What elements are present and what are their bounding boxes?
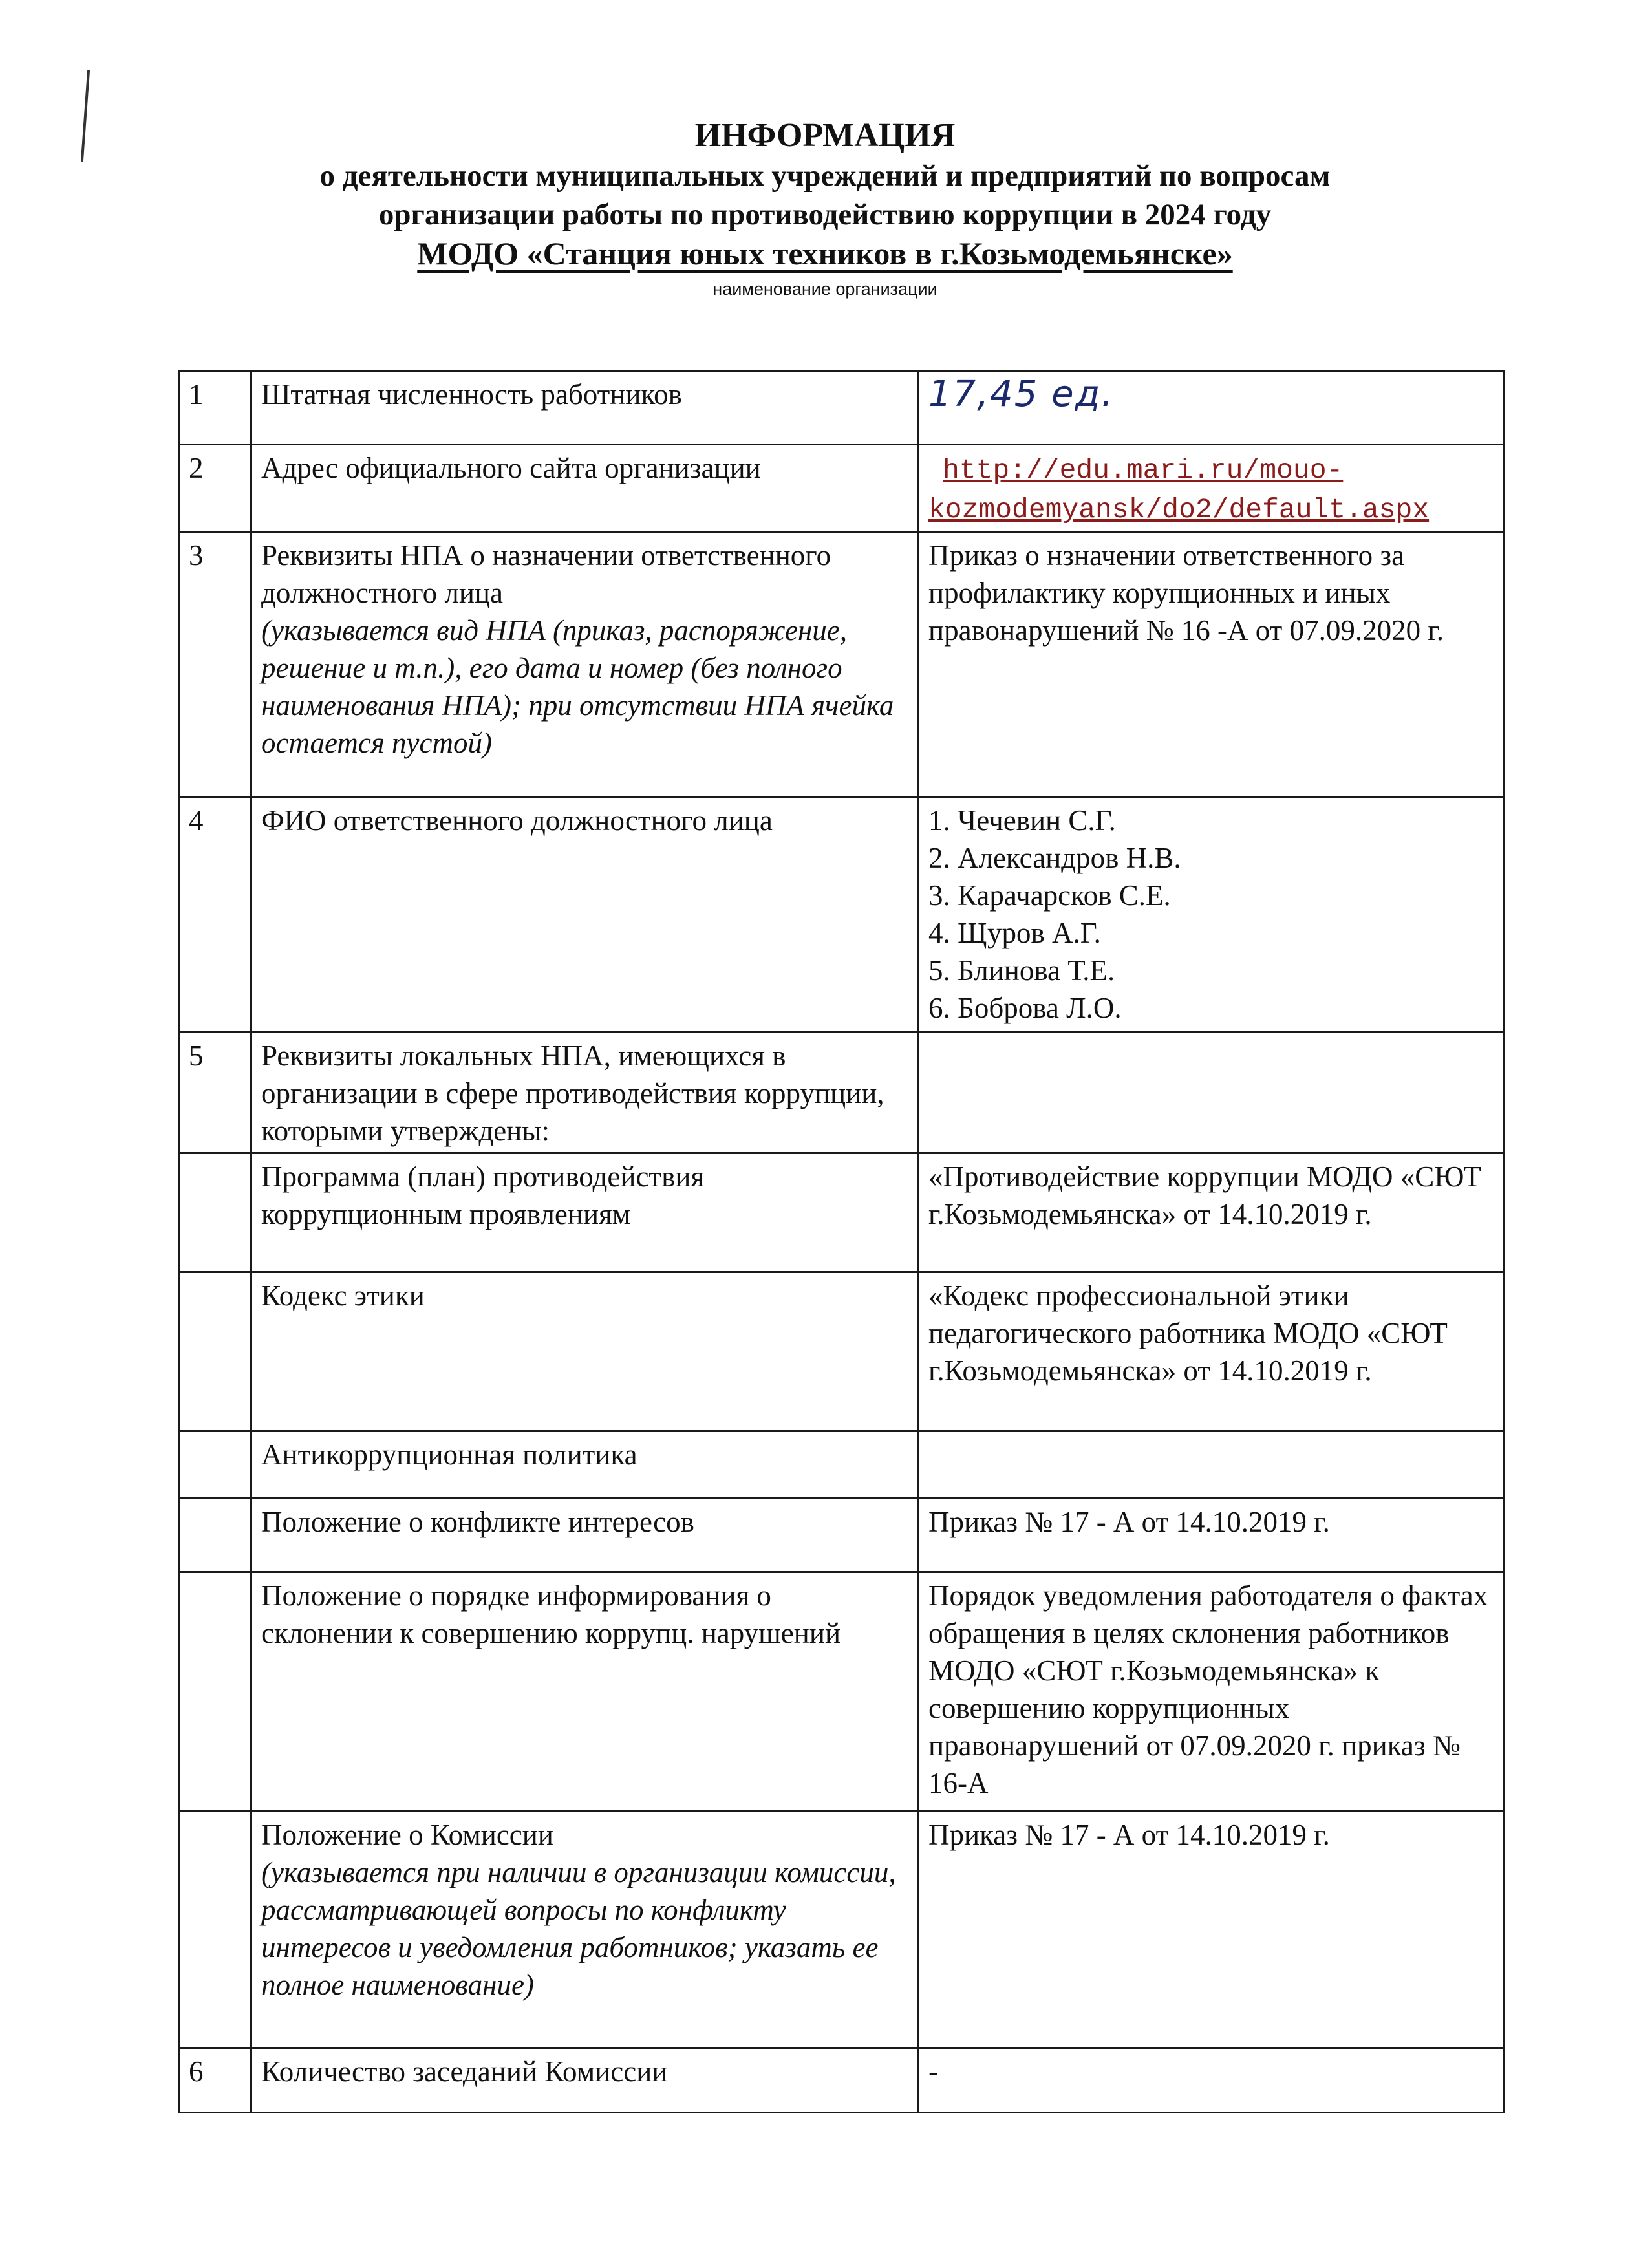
list-item: 6. Боброва Л.О. — [928, 992, 1122, 1024]
row-label: Реквизиты локальных НПА, имеющихся в организации в сфере противодействия коррупции, которыми утверждены: — [252, 1032, 919, 1153]
row-label: Положение о порядке информирования о склонении к совершению коррупц. нарушений — [252, 1572, 919, 1812]
row-label: Адрес официального сайта организации — [252, 445, 919, 532]
list-item: 2. Александров Н.В. — [928, 842, 1181, 874]
row-value: Приказ № 17 - А от 14.10.2019 г. — [919, 1812, 1505, 2048]
row-number-empty — [179, 1572, 252, 1812]
table-row — [179, 2048, 1505, 2113]
row-label: Программа (план) противодействия коррупционным проявлениям — [252, 1153, 919, 1272]
table-row — [179, 1812, 1505, 2048]
table-row — [179, 1499, 1505, 1572]
row-number-empty — [179, 1499, 252, 1572]
row-value: Приказ № 17 - А от 14.10.2019 г. — [919, 1499, 1505, 1572]
organization-caption: наименование организации — [712, 279, 938, 299]
row-label-note: (указывается при наличии в организации комиссии, рассматривающей вопросы по конфликту интересов и уведомления работников; указать ее полное наименование) — [261, 1856, 896, 2001]
document-subtitle-line1: о деятельности муниципальных учреждений и предприятий по вопросам — [319, 159, 1331, 193]
row-value — [919, 371, 1505, 445]
row-label — [252, 532, 919, 797]
row-label-note: (указывается вид НПА (приказ, распоряжение, решение и т.п.), его дата и номер (без полного наименования НПА); при отсутствии НПА ячейка остается пустой) — [261, 614, 894, 759]
table-row — [179, 445, 1505, 532]
row-value — [919, 1431, 1505, 1499]
row-label: Антикоррупционная политика — [252, 1431, 919, 1499]
row-number-empty — [179, 1431, 252, 1499]
row-label: Количество заседаний Комиссии — [252, 2048, 919, 2113]
website-link-line2[interactable]: kozmodemyansk/do2/default.aspx — [928, 494, 1430, 526]
website-link-line1[interactable]: http://edu.mari.ru/mouo- — [943, 455, 1344, 486]
document-subtitle-line2: организации работы по противодействию коррупции в 2024 году — [378, 198, 1272, 231]
table-row — [179, 1431, 1505, 1499]
row-value: «Противодействие коррупции МОДО «СЮТ г.Козьмодемьянска» от 14.10.2019 г. — [919, 1153, 1505, 1272]
list-item: 1. Чечевин С.Г. — [928, 804, 1116, 837]
table-row — [179, 1153, 1505, 1272]
table-row — [179, 532, 1505, 797]
row-number: 1 — [179, 371, 252, 445]
row-number: 2 — [179, 445, 252, 532]
row-number-empty — [179, 1812, 252, 2048]
row-value: Приказ о нзначении ответственного за профилактику корупционных и иных правонарушений № 16 -А от 07.09.2020 г. — [919, 532, 1505, 797]
row-number-empty — [179, 1272, 252, 1431]
row-label: Кодекс этики — [252, 1272, 919, 1431]
table-row — [179, 797, 1505, 1032]
row-number: 5 — [179, 1032, 252, 1153]
row-value: - — [919, 2048, 1505, 2113]
table-row — [179, 1032, 1505, 1153]
row-value — [919, 1032, 1505, 1153]
document-title: ИНФОРМАЦИЯ — [694, 117, 956, 154]
row-number: 3 — [179, 532, 252, 797]
table-row — [179, 371, 1505, 445]
document-header — [0, 115, 1650, 300]
row-number: 4 — [179, 797, 252, 1032]
row-label — [252, 1812, 919, 2048]
row-value — [919, 797, 1505, 1032]
row-value: «Кодекс профессиональной этики педагогического работника МОДО «СЮТ г.Козьмодемьянска» от 14.10.2019 г. — [919, 1272, 1505, 1431]
row-value — [919, 445, 1505, 532]
row-label: Штатная численность работников — [252, 371, 919, 445]
row-label-text: Реквизиты НПА о назначении ответственного должностного лица — [261, 539, 831, 609]
list-item: 3. Карачарсков С.Е. — [928, 879, 1171, 912]
info-table — [178, 370, 1505, 2113]
row-number-empty — [179, 1153, 252, 1272]
row-label: Положение о конфликте интересов — [252, 1499, 919, 1572]
organization-name: МОДО «Станция юных техников в г.Козьмодемьянске» — [417, 235, 1233, 272]
handwritten-staff-count: 17,45 ед. — [928, 373, 1115, 415]
row-label-text: Положение о Комиссии — [261, 1819, 553, 1851]
table-row — [179, 1272, 1505, 1431]
table-row — [179, 1572, 1505, 1812]
row-value: Порядок уведомления работодателя о фактах обращения в целях склонения работников МОДО «СЮТ г.Козьмодемьянска» к совершению коррупционных правонарушений от 07.09.2020 г. приказ № 16-А — [919, 1572, 1505, 1812]
row-number: 6 — [179, 2048, 252, 2113]
responsible-persons-list — [928, 802, 1494, 1027]
list-item: 5. Блинова Т.Е. — [928, 954, 1115, 987]
list-item: 4. Щуров А.Г. — [928, 917, 1101, 949]
row-label: ФИО ответственного должностного лица — [252, 797, 919, 1032]
